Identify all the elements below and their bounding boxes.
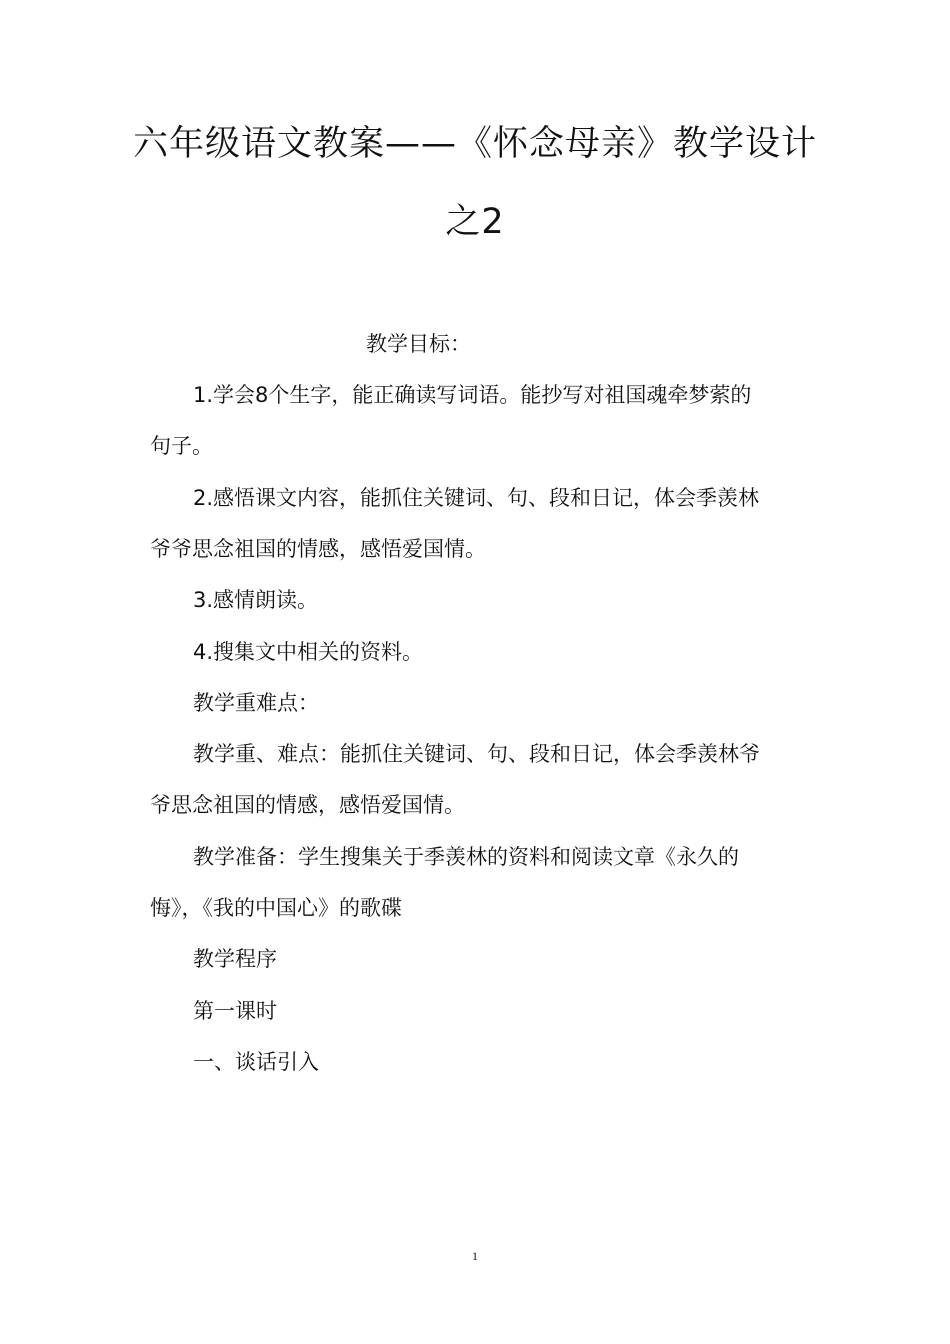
paragraph-line: 教学准备：学生搜集关于季羡林的资料和阅读文章《永久的 <box>193 845 739 869</box>
paragraph-line: 爷爷思念祖国的情感，感悟爱国情。 <box>150 537 486 561</box>
section-heading-introduction: 一、谈话引入 <box>193 1050 319 1074</box>
section-heading-objectives: 教学目标： <box>366 332 471 356</box>
page-number: 1 <box>472 1249 478 1263</box>
paragraph-line: 1.学会8个生字，能正确读写词语。能抄写对祖国魂牵梦萦的 <box>193 383 752 407</box>
section-heading-first-lesson: 第一课时 <box>193 999 277 1023</box>
paragraph-line: 3.感情朗读。 <box>193 588 319 612</box>
paragraph-line: 4.搜集文中相关的资料。 <box>193 640 424 664</box>
paragraph-line: 教学重、难点：能抓住关键词、句、段和日记，体会季羡林爷 <box>193 742 760 766</box>
paragraph-line: 爷思念祖国的情感，感悟爱国情。 <box>150 793 465 817</box>
paragraph-line: 悔》，《我的中国心》的歌碟 <box>150 896 402 920</box>
document-title-line-2: 之2 <box>445 202 505 242</box>
paragraph-line: 2.感悟课文内容，能抓住关键词、句、段和日记，体会季羡林 <box>193 486 760 510</box>
document-title-line-1: 六年级语文教案——《怀念母亲》教学设计 <box>132 124 817 164</box>
section-heading-procedure: 教学程序 <box>193 947 277 971</box>
section-heading-key-points: 教学重难点： <box>193 691 319 715</box>
paragraph-line: 句子。 <box>150 434 213 458</box>
